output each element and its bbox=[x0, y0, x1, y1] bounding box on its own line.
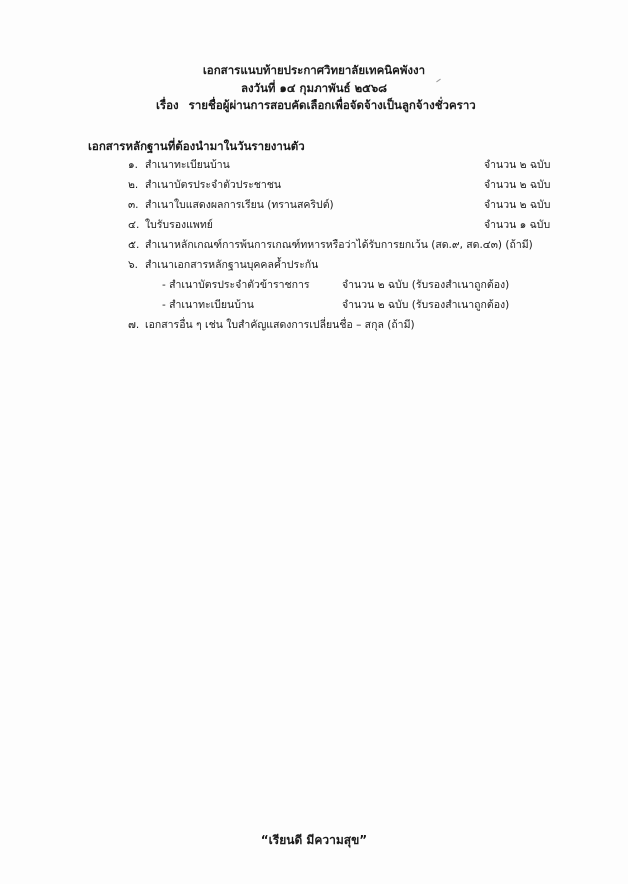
item-text: ใบรับรองแพทย์ bbox=[145, 219, 213, 231]
footer-motto: “เรียนดี มีความสุข” bbox=[260, 833, 368, 847]
section-heading: เอกสารหลักฐานที่ต้องนำมาในวันรายงานตัว bbox=[88, 139, 305, 153]
item-number: ๑. bbox=[128, 159, 139, 171]
item-number: ๕. bbox=[128, 239, 140, 251]
item-quantity: จำนวน ๒ ฉบับ bbox=[484, 199, 551, 211]
subject-label: เรื่อง bbox=[156, 98, 179, 112]
item-text: สำเนาหลักเกณฑ์การพ้นการเกณฑ์ทหารหรือว่าได้รับการยกเว้น (สด.๙, สด.๔๓) (ถ้ามี) bbox=[145, 239, 533, 251]
header-date: ลงวันที่ ๑๔ กุมภาพันธ์ ๒๕๖๘ bbox=[240, 81, 388, 95]
item-number: ๗. bbox=[128, 319, 140, 331]
item-text: สำเนาทะเบียนบ้าน bbox=[145, 159, 230, 171]
item-number: ๒. bbox=[128, 179, 139, 191]
item-number: ๔. bbox=[128, 219, 140, 231]
header-title: เอกสารแนบท้ายประกาศวิทยาลัยเทคนิคพังงา bbox=[202, 63, 426, 77]
item-text: สำเนาใบแสดงผลการเรียน (ทรานสคริปต์) bbox=[145, 199, 334, 211]
item-number: ๓. bbox=[128, 199, 139, 211]
item-text: เอกสารอื่น ๆ เช่น ใบสำคัญแสดงการเปลี่ยนชื่อ – สกุล (ถ้ามี) bbox=[145, 319, 415, 331]
sub-item-quantity: จำนวน ๒ ฉบับ (รับรองสำเนาถูกต้อง) bbox=[342, 299, 510, 311]
item-number: ๖. bbox=[128, 259, 139, 271]
item-quantity: จำนวน ๒ ฉบับ bbox=[484, 159, 551, 171]
header-subject bbox=[156, 97, 476, 113]
item-quantity: จำนวน ๒ ฉบับ bbox=[484, 179, 551, 191]
item-text: สำเนาเอกสารหลักฐานบุคคลค้ำประกัน bbox=[145, 259, 319, 271]
sub-item-quantity: จำนวน ๒ ฉบับ (รับรองสำเนาถูกต้อง) bbox=[342, 279, 510, 291]
item-quantity: จำนวน ๑ ฉบับ bbox=[484, 219, 551, 231]
item-text: สำเนาบัตรประจำตัวประชาชน bbox=[145, 179, 282, 191]
subject-text: รายชื่อผู้ผ่านการสอบคัดเลือกเพื่อจัดจ้างเป็นลูกจ้างชั่วคราว bbox=[188, 98, 476, 112]
sub-item-text: - สำเนาบัตรประจำตัวข้าราชการ bbox=[162, 279, 310, 291]
sub-item-text: - สำเนาทะเบียนบ้าน bbox=[162, 299, 254, 311]
